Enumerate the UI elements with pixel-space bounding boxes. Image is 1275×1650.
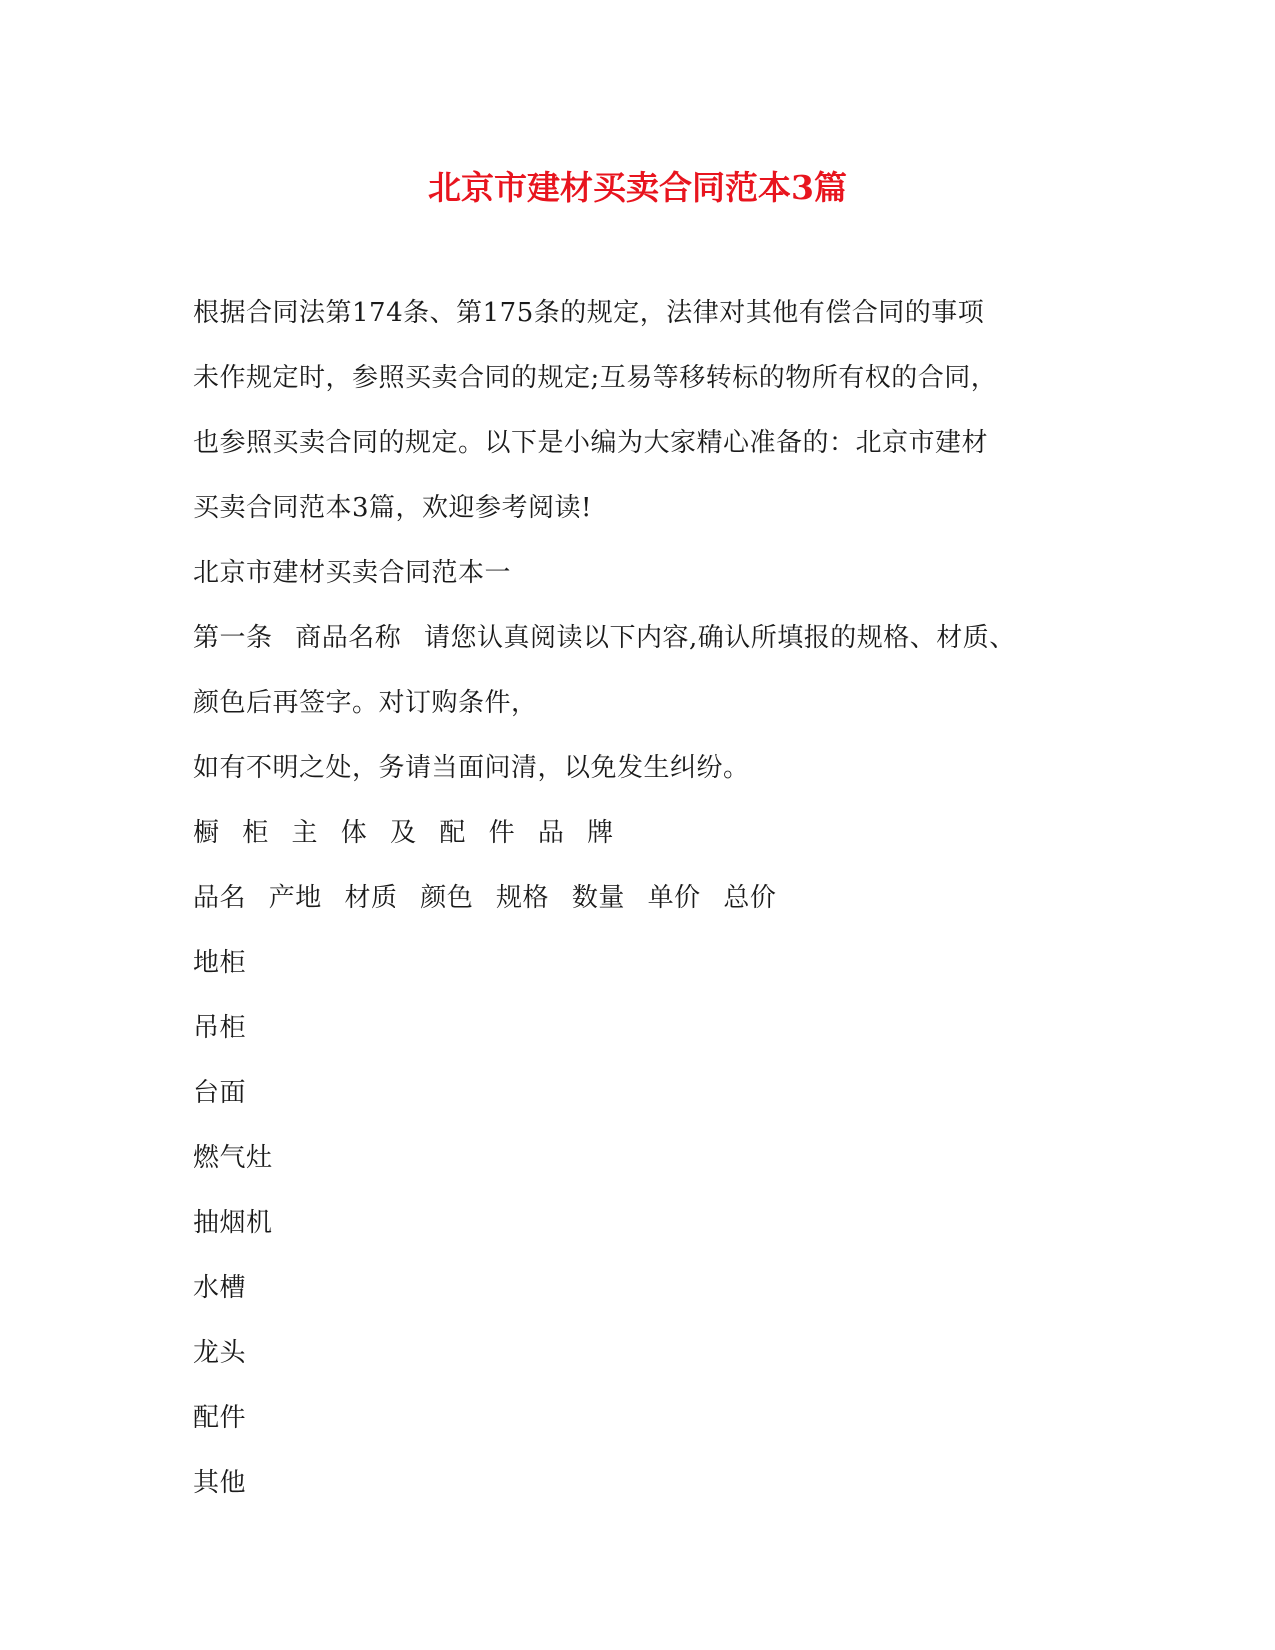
paragraph-line: 未作规定时，参照买卖合同的规定;互易等移转标的物所有权的合同， xyxy=(193,363,998,393)
item-line: 地柜 xyxy=(193,948,247,978)
item-line: 台面 xyxy=(193,1078,247,1108)
paragraph-line: 根据合同法第174条、第175条的规定，法律对其他有偿合同的事项 xyxy=(193,298,985,328)
clause-line: 颜色后再签字。对订购条件， xyxy=(193,688,538,718)
item-line: 抽烟机 xyxy=(193,1208,273,1238)
paragraph-line: 买卖合同范本3篇，欢迎参考阅读! xyxy=(193,493,592,523)
document-body xyxy=(193,281,1093,1516)
brand-heading: 橱 柜 主 体 及 配 件 品 牌 xyxy=(193,818,614,848)
document-title: 北京市建材买卖合同范本3篇 xyxy=(428,168,847,207)
item-line: 水槽 xyxy=(193,1273,247,1303)
clause-line: 如有不明之处，务请当面问清，以免发生纠纷。 xyxy=(193,753,750,783)
item-line: 配件 xyxy=(193,1403,247,1433)
section-heading: 北京市建材买卖合同范本一 xyxy=(193,558,512,588)
item-line: 其他 xyxy=(193,1468,247,1498)
item-line: 龙头 xyxy=(193,1338,247,1368)
item-line: 吊柜 xyxy=(193,1013,247,1043)
clause-line: 第一条 商品名称 请您认真阅读以下内容,确认所填报的规格、材质、 xyxy=(193,623,1016,653)
item-line: 燃气灶 xyxy=(193,1143,273,1173)
paragraph-line: 也参照买卖合同的规定。以下是小编为大家精心准备的：北京市建材 xyxy=(193,428,989,458)
table-header-line: 品名 产地 材质 颜色 规格 数量 单价 总价 xyxy=(193,883,777,913)
